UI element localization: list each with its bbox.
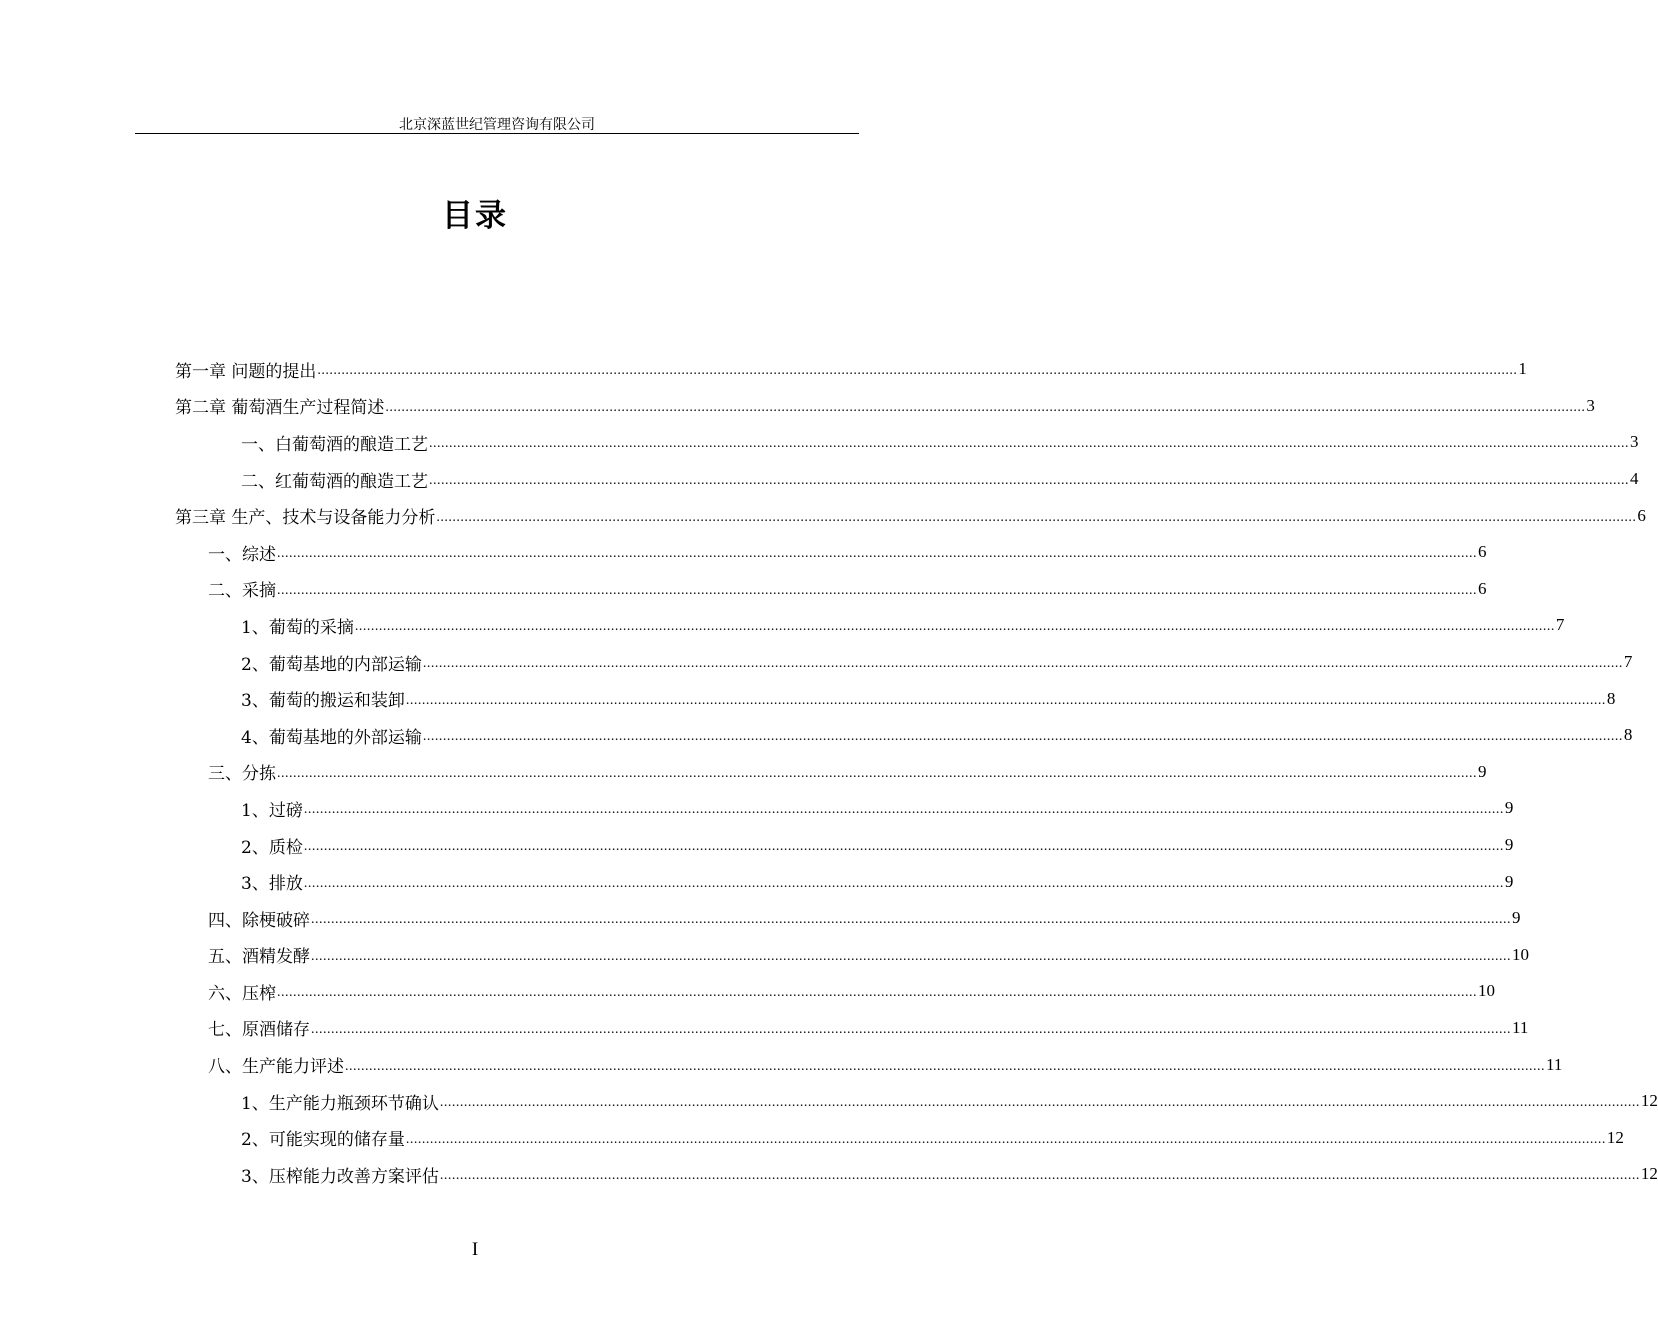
toc-entry-title: 1、生产能力瓶颈环节确认	[241, 1093, 439, 1114]
toc-dot-leader: ............................................................................................................................................................................................................................................................................................................	[317, 363, 1518, 379]
toc-entry-title: 2、质检	[241, 837, 303, 858]
toc-dot-leader: ............................................................................................................................................................................................................................................................................................................	[277, 985, 1477, 1001]
toc-entry-title: 4、葡萄基地的外部运输	[241, 727, 422, 748]
toc-entry-page: 12	[1606, 1127, 1624, 1147]
toc-dot-leader: ............................................................................................................................................................................................................................................................................................................	[439, 1095, 1640, 1111]
toc-dot-leader: ............................................................................................................................................................................................................................................................................................................	[303, 875, 1504, 891]
toc-entry-page: 7	[1555, 615, 1565, 635]
toc-entry-title: 四、除梗破碎	[208, 910, 310, 931]
toc-dot-leader: ............................................................................................................................................................................................................................................................................................................	[303, 839, 1504, 855]
toc-entry-title: 3、压榨能力改善方案评估	[241, 1166, 439, 1187]
toc-entry-page: 7	[1623, 652, 1633, 672]
toc-entry-page: 11	[1546, 1054, 1563, 1074]
toc-entry-page: 3	[1630, 432, 1639, 452]
toc-entry[interactable]	[175, 1156, 1658, 1193]
toc-entry[interactable]	[175, 351, 1527, 388]
toc-entry[interactable]	[175, 1046, 1563, 1083]
toc-entry-page: 3	[1586, 395, 1595, 415]
toc-entry-title: 二、红葡萄酒的酿造工艺	[241, 471, 428, 492]
toc-entry-page: 9	[1504, 798, 1514, 818]
toc-entry-page: 12	[1640, 1091, 1658, 1111]
toc-entry[interactable]	[175, 973, 1495, 1010]
toc-entry-title: 1、葡萄的采摘	[241, 617, 354, 638]
toc-dot-leader: ............................................................................................................................................................................................................................................................................................................	[385, 399, 1586, 415]
toc-dot-leader: ............................................................................................................................................................................................................................................................................................................	[436, 509, 1637, 525]
toc-entry-title: 2、可能实现的储存量	[241, 1130, 405, 1151]
toc-dot-leader: ............................................................................................................................................................................................................................................................................................................	[345, 1058, 1545, 1074]
toc-entry-page: 9	[1512, 908, 1521, 928]
toc-entry[interactable]	[175, 644, 1633, 681]
toc-entry[interactable]	[175, 863, 1514, 900]
toc-entry[interactable]	[175, 461, 1639, 498]
toc-entry-page: 6	[1478, 578, 1487, 598]
toc-entry[interactable]	[175, 937, 1529, 974]
toc-entry-page: 6	[1478, 542, 1487, 562]
toc-entry[interactable]	[175, 424, 1639, 461]
toc-entry-page: 6	[1637, 505, 1646, 525]
toc-entry-page: 9	[1504, 871, 1514, 891]
toc-entry-title: 一、白葡萄酒的酿造工艺	[241, 434, 428, 455]
toc-entry-page: 8	[1606, 688, 1616, 708]
toc-dot-leader: ............................................................................................................................................................................................................................................................................................................	[439, 1168, 1640, 1184]
toc-entry[interactable]	[175, 607, 1565, 644]
toc-entry-title: 第三章 生产、技术与设备能力分析	[175, 508, 436, 529]
toc-dot-leader: ............................................................................................................................................................................................................................................................................................................	[277, 765, 1477, 781]
toc-entry[interactable]	[175, 571, 1487, 608]
toc-entry[interactable]	[175, 1010, 1529, 1047]
toc-dot-leader: ............................................................................................................................................................................................................................................................................................................	[311, 948, 1511, 964]
toc-entry-page: 10	[1512, 944, 1529, 964]
toc-entry-title: 三、分拣	[208, 764, 276, 785]
toc-entry-page: 8	[1623, 725, 1633, 745]
toc-entry-title: 3、葡萄的搬运和装卸	[241, 691, 405, 712]
toc-entry[interactable]	[175, 1083, 1658, 1120]
toc-dot-leader: ............................................................................................................................................................................................................................................................................................................	[311, 1021, 1511, 1037]
toc-entry-page: 10	[1478, 981, 1495, 1001]
toc-entry-page: 4	[1630, 469, 1639, 489]
toc-entry[interactable]	[175, 790, 1514, 827]
toc-entry-title: 3、排放	[241, 874, 303, 895]
toc-entry-page: 11	[1512, 1017, 1529, 1037]
toc-entry-title: 1、过磅	[241, 800, 303, 821]
toc-entry[interactable]	[175, 754, 1487, 791]
toc-dot-leader: ............................................................................................................................................................................................................................................................................................................	[277, 582, 1477, 598]
page-header: 北京深蓝世纪管理咨询有限公司	[399, 117, 595, 133]
toc-entry-title: 2、葡萄基地的内部运输	[241, 654, 422, 675]
toc-entry-page: 1	[1518, 359, 1527, 379]
toc-dot-leader: ............................................................................................................................................................................................................................................................................................................	[422, 729, 1623, 745]
header-rule	[135, 133, 859, 134]
toc-entry-title: 八、生产能力评述	[208, 1057, 344, 1078]
toc-dot-leader: ............................................................................................................................................................................................................................................................................................................	[429, 436, 1629, 452]
toc-entry[interactable]	[175, 827, 1514, 864]
toc-dot-leader: ............................................................................................................................................................................................................................................................................................................	[311, 912, 1511, 928]
toc-dot-leader: ............................................................................................................................................................................................................................................................................................................	[429, 473, 1629, 489]
toc-entry-page: 9	[1504, 835, 1514, 855]
toc-dot-leader: ............................................................................................................................................................................................................................................................................................................	[422, 656, 1623, 672]
toc-entry[interactable]	[175, 388, 1595, 425]
toc-dot-leader: ............................................................................................................................................................................................................................................................................................................	[354, 619, 1555, 635]
toc-dot-leader: ............................................................................................................................................................................................................................................................................................................	[303, 802, 1504, 818]
page-title: 目录	[442, 198, 508, 234]
toc-dot-leader: ............................................................................................................................................................................................................................................................................................................	[277, 546, 1477, 562]
toc-entry[interactable]	[175, 497, 1646, 534]
toc-entry-page: 12	[1640, 1164, 1658, 1184]
toc-entry[interactable]	[175, 680, 1616, 717]
toc-entry[interactable]	[175, 534, 1487, 571]
toc-entry-title: 二、采摘	[208, 581, 276, 602]
toc-entry[interactable]	[175, 717, 1633, 754]
toc-entry-page: 9	[1478, 761, 1487, 781]
page-number: I	[471, 1239, 479, 1260]
toc-entry-title: 一、综述	[208, 544, 276, 565]
toc-dot-leader: ............................................................................................................................................................................................................................................................................................................	[405, 692, 1606, 708]
toc-entry-title: 第一章 问题的提出	[175, 361, 317, 382]
toc-entry-title: 五、酒精发酵	[208, 947, 310, 968]
toc-dot-leader: ............................................................................................................................................................................................................................................................................................................	[405, 1131, 1606, 1147]
toc-entry[interactable]	[175, 1119, 1624, 1156]
toc-entry-title: 六、压榨	[208, 983, 276, 1004]
toc-entry-title: 第二章 葡萄酒生产过程简述	[175, 398, 385, 419]
table-of-contents	[175, 351, 1658, 1193]
toc-entry-title: 七、原酒储存	[208, 1020, 310, 1041]
toc-entry[interactable]	[175, 900, 1521, 937]
